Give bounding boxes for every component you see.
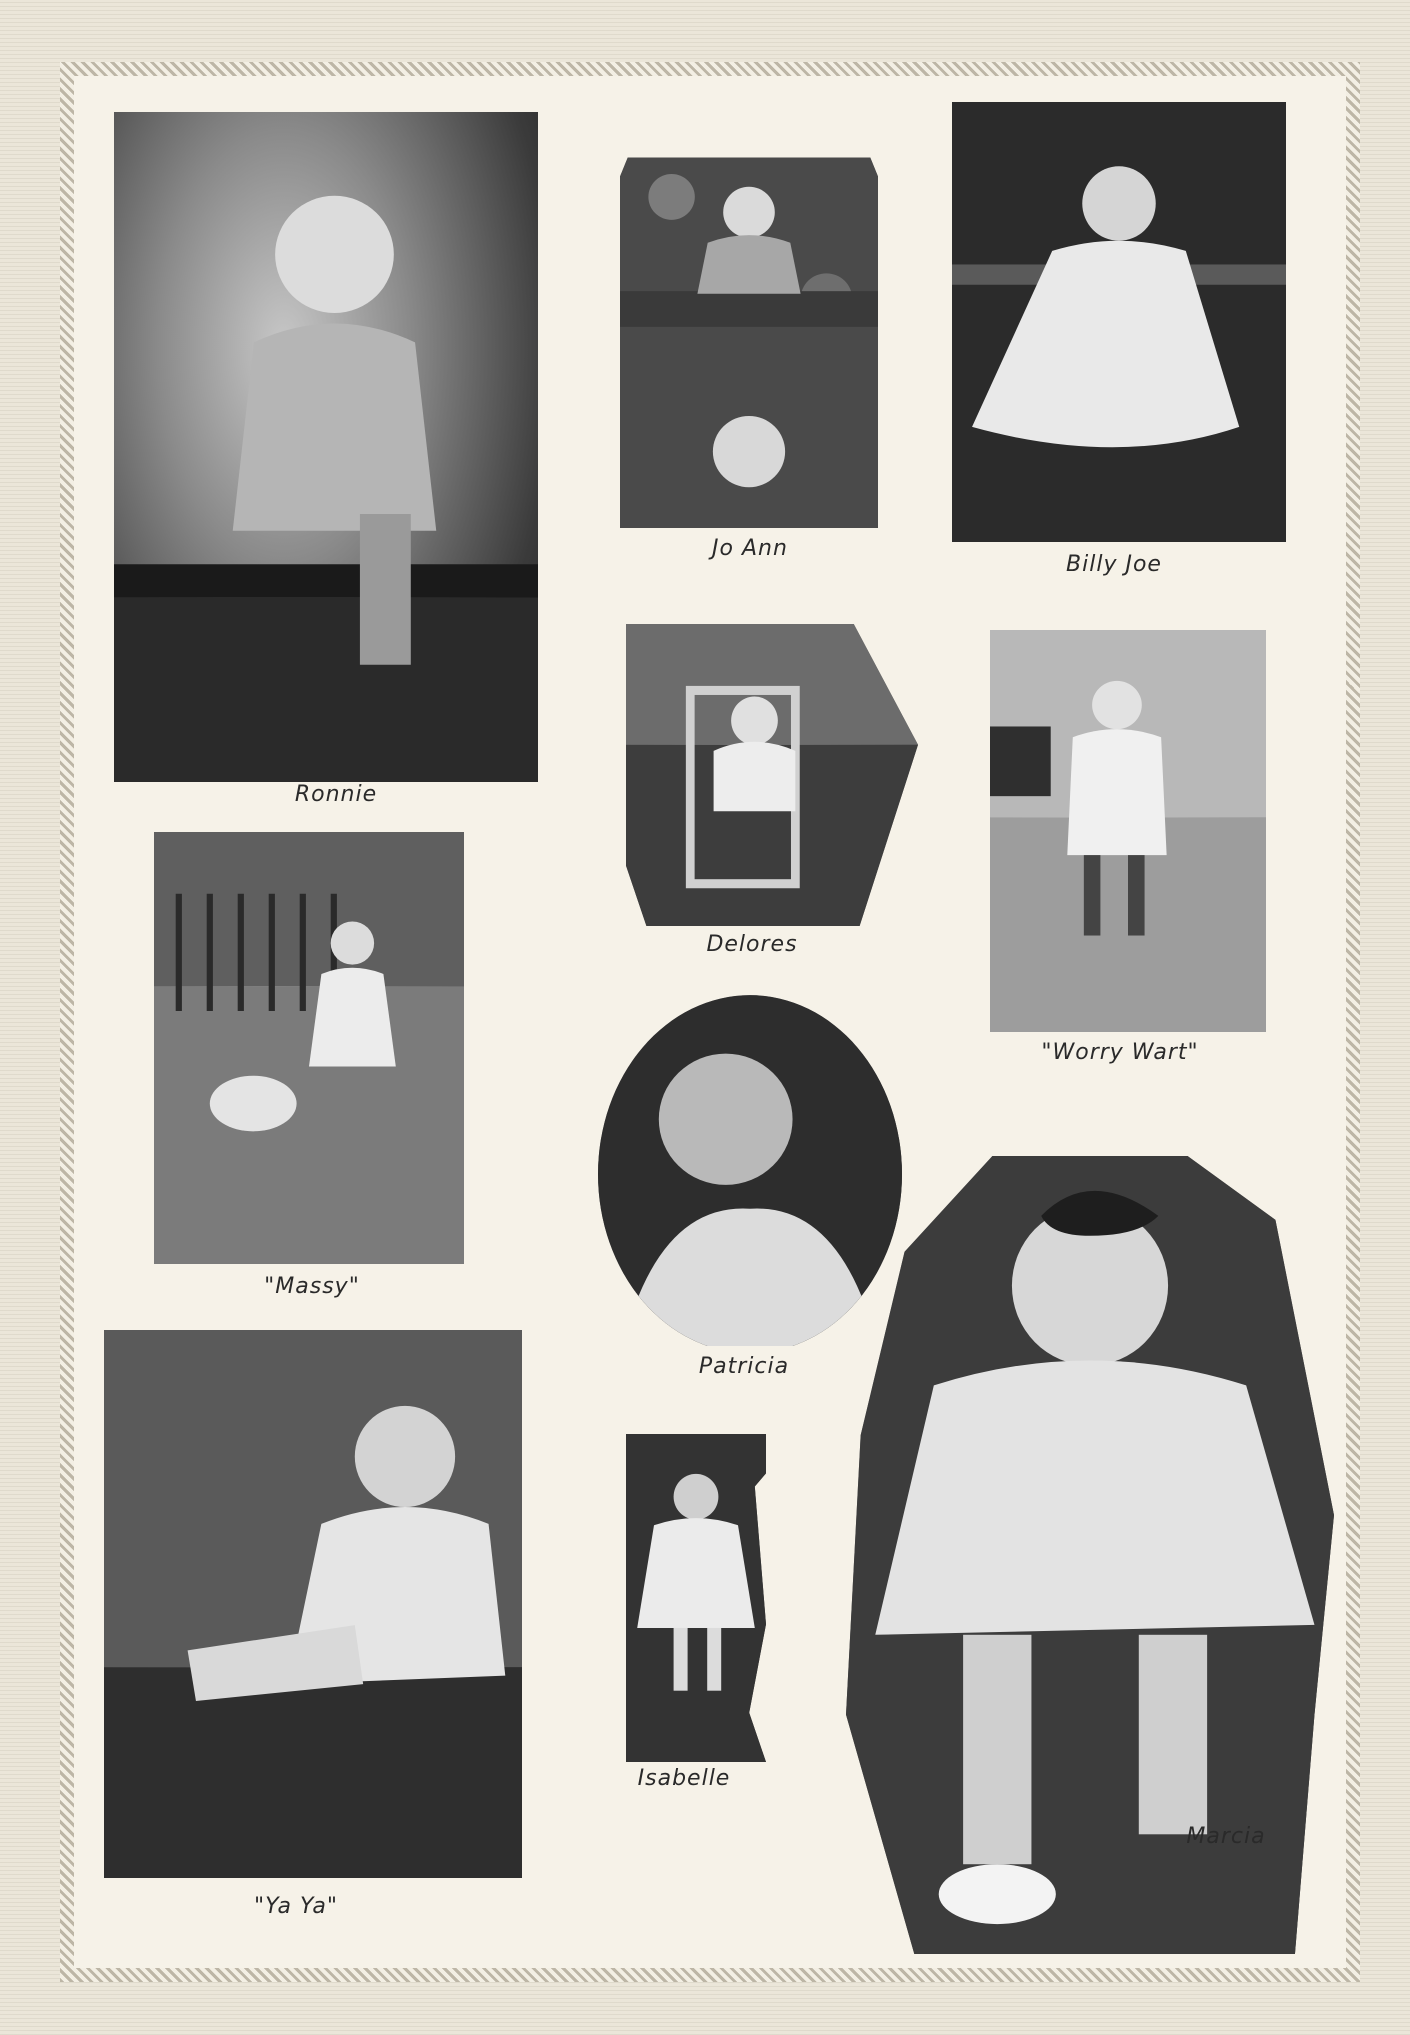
photo-ronnie (114, 112, 538, 782)
caption-joann: Jo Ann (712, 536, 788, 561)
photo-billy-joe (952, 102, 1286, 542)
baby-icon (104, 1330, 522, 1878)
photo-joann (620, 146, 878, 528)
caption-patricia: Patricia (698, 1354, 790, 1379)
child-icon (626, 1434, 766, 1762)
photo-worry-wart (990, 630, 1266, 1032)
caption-delores: Delores (706, 932, 798, 957)
caption-billy-joe: Billy Joe (1066, 552, 1162, 577)
photo-massy (154, 832, 464, 1264)
caption-massy: "Massy" (264, 1274, 360, 1299)
caption-ya-ya: "Ya Ya" (253, 1894, 339, 1919)
photo-isabelle (626, 1434, 766, 1762)
caption-isabelle: Isabelle (637, 1766, 731, 1791)
baby-icon (952, 102, 1286, 542)
child-icon (114, 112, 538, 782)
baby-icon (620, 146, 878, 528)
caption-ronnie: Ronnie (294, 782, 378, 807)
caption-worry-wart: "Worry Wart" (1041, 1040, 1199, 1065)
caption-marcia: Marcia (1186, 1824, 1266, 1849)
child-icon (990, 630, 1266, 1032)
child-icon (154, 832, 464, 1264)
photo-ya-ya (104, 1330, 522, 1878)
